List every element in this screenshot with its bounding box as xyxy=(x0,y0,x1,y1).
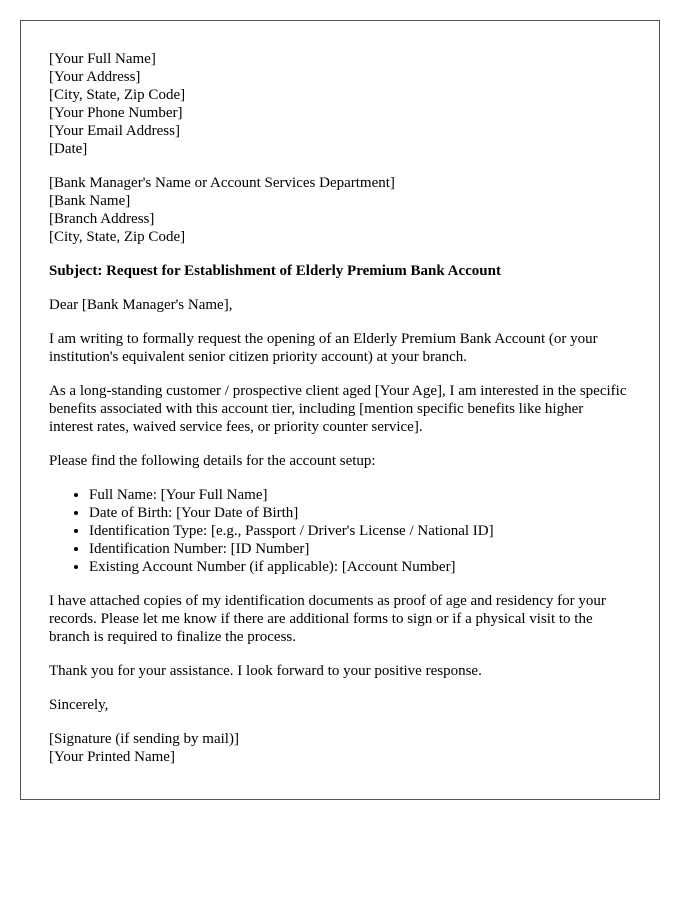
sender-address: [Your Address] xyxy=(49,69,141,85)
attachments-paragraph: I have attached copies of my identification documents as proof of age and residency for your records. Please let me know if there are additional forms to sign or if a physical visit to the branch is required to finalize the process. xyxy=(49,593,606,645)
sender-address-block xyxy=(49,50,631,158)
benefits-paragraph: As a long-standing customer / prospective client aged [Your Age], I am interested in the specific benefits associated with this account tier, including [mention specific benefits like higher interest rates, waived service fees, or priority counter service]. xyxy=(49,383,627,435)
intro-paragraph: I am writing to formally request the opening of an Elderly Premium Bank Account (or your institution's equivalent senior citizen priority account) at your branch. xyxy=(49,331,598,365)
details-intro-paragraph: Please find the following details for the account setup: xyxy=(49,453,376,469)
salutation: Dear [Bank Manager's Name], xyxy=(49,297,233,313)
sender-name: [Your Full Name] xyxy=(49,51,156,67)
sender-city-state-zip: [City, State, Zip Code] xyxy=(49,87,186,103)
list-item: • Full Name: [Your Full Name] xyxy=(89,486,631,504)
subject-line: Subject: Request for Establishment of Elderly Premium Bank Account xyxy=(49,263,501,279)
recipient-city-state-zip: [City, State, Zip Code] xyxy=(49,229,186,245)
recipient-address-block xyxy=(49,174,631,246)
letter-date: [Date] xyxy=(49,141,88,157)
recipient-branch-address: [Branch Address] xyxy=(49,211,155,227)
list-item: • Date of Birth: [Your Date of Birth] xyxy=(89,504,631,522)
sender-email: [Your Email Address] xyxy=(49,123,180,139)
list-item: • Existing Account Number (if applicable): [Account Number] xyxy=(89,558,631,576)
sender-phone: [Your Phone Number] xyxy=(49,105,183,121)
signature-line: [Signature (if sending by mail)] xyxy=(49,731,239,747)
letter-document xyxy=(20,20,660,800)
recipient-bank-name: [Bank Name] xyxy=(49,193,131,209)
closing: Sincerely, xyxy=(49,697,109,713)
thanks-paragraph: Thank you for your assistance. I look forward to your positive response. xyxy=(49,663,482,679)
printed-name: [Your Printed Name] xyxy=(49,749,175,765)
list-item: • Identification Number: [ID Number] xyxy=(89,540,631,558)
details-list xyxy=(49,486,631,576)
list-item: • Identification Type: [e.g., Passport / Driver's License / National ID] xyxy=(89,522,631,540)
recipient-name: [Bank Manager's Name or Account Services Department] xyxy=(49,175,395,191)
signature-block xyxy=(49,730,631,766)
